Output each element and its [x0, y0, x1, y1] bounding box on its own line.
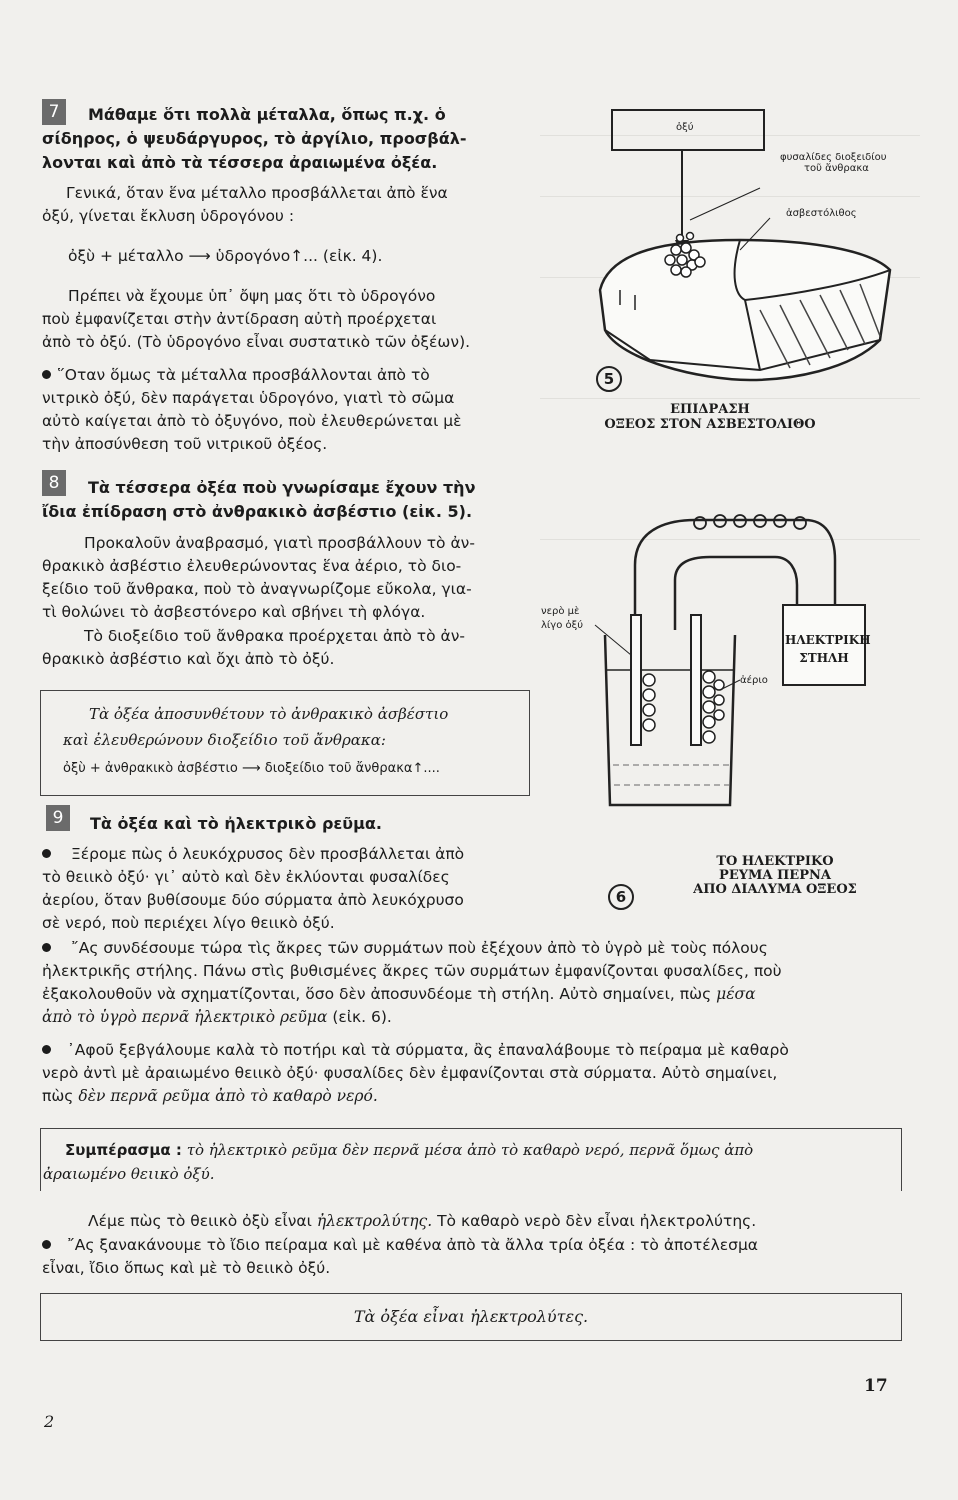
- conclusion-label: Συμπέρασμα :: [65, 1141, 182, 1159]
- label-line: λίγο ὀξύ: [541, 620, 583, 631]
- section-9-paragraph-3: [42, 1039, 902, 1108]
- text-line: Προκαλοῦν ἀναβρασμό, γιατὶ προσβάλλουν τὸ ἀν-: [84, 534, 475, 552]
- caption-line: ΕΠΙΔΡΑΣΗ: [670, 402, 750, 417]
- caption-line: ΡΕΥΜΑ ΠΕΡΝΑ: [719, 868, 831, 883]
- section-8-summary-box: [40, 690, 530, 796]
- text-line: νερὸ ἀντὶ μὲ ἀραιωμένο θειικὸ ὀξύ· φυσαλίδες δὲν ἐμφανίζονται στὰ σύρματα. Αὐτὸ σημαίνει,: [42, 1064, 778, 1082]
- conclusion-line: ἀραιωμένο θειικὸ ὀξύ.: [43, 1165, 215, 1183]
- final-statement-box: [40, 1293, 902, 1341]
- text-line: νιτρικὸ ὀξύ, δὲν παράγεται ὑδρογόνο, γιατὶ τὸ σῶμα: [42, 389, 455, 407]
- section-8-paragraph-1: [42, 532, 582, 624]
- text-line: Πρέπει νὰ ἔχουμε ὑπ᾽ ὄψη μας ὅτι τὸ ὑδρογόνο: [68, 287, 436, 305]
- text-line: Γενικά, ὅταν ἕνα μέταλλο προσβάλλεται ἀπὸ ἕνα: [66, 184, 448, 202]
- section-number-9: 9: [46, 805, 70, 831]
- text-line: [42, 937, 902, 960]
- section-9-conclusion-box: [40, 1128, 902, 1191]
- section-7-equation: ὀξὺ + μέταλλο ⟶ ὑδρογόνο↑... (εἰκ. 4).: [68, 247, 383, 265]
- caption-line: ΟΞΕΟΣ ΣΤΟΝ ΑΣΒΕΣΤΟΛΙΘΟ: [604, 417, 816, 432]
- section-7-title-line: Μάθαμε ὅτι πολλὰ μέταλλα, ὅπως π.χ. ὁ: [88, 105, 446, 124]
- section-7-title-line: σίδηρος, ὁ ψευδάργυρος, τὸ ἀργίλιο, προσβάλ-: [42, 129, 467, 148]
- label-line: ΗΛΕΚΤΡΙΚΗ: [785, 633, 871, 647]
- section-7-title-line: λονται καὶ ἀπὸ τὰ τέσσερα ἀραιωμένα ὀξέα.: [42, 153, 438, 172]
- bullet-icon: [42, 943, 51, 952]
- text-line: [42, 843, 582, 866]
- text-span: ῞Οταν ὅμως τὰ μέταλλα προσβάλλονται ἀπὸ τὸ: [57, 366, 430, 384]
- text-line: αὐτὸ καίγεται ἀπὸ τὸ ὀξυγόνο, ποὺ ἐλευθερώνεται μὲ: [42, 412, 462, 430]
- text-line: τὴν ἀποσύνθεση τοῦ νιτρικοῦ ὀξέος.: [42, 435, 328, 453]
- text-span: πὼς: [42, 1087, 74, 1105]
- text-line: ξείδιο τοῦ ἄνθρακα, ποὺ τὸ ἀναγνωρίζομε εὔκολα, για-: [42, 580, 472, 598]
- text-span: ῎Ας συνδέσουμε τώρα τὶς ἄκρες τῶν συρμάτων ποὺ ἐξέχουν ἀπὸ τὸ ὑγρὸ μὲ τοὺς πόλους: [71, 939, 768, 957]
- figure-6-label-water: [541, 605, 583, 633]
- bullet-icon: [42, 370, 51, 379]
- section-9-paragraph-4: [88, 1210, 908, 1233]
- text-line: ποὺ ἐμφανίζεται στὴν ἀντίδραση αὐτὴ προέρχεται: [42, 310, 437, 328]
- text-span: (εἰκ. 6).: [332, 1008, 392, 1026]
- bullet-icon: [42, 1240, 51, 1249]
- emphasis-span: μέσα: [716, 985, 756, 1003]
- label-line: τοῦ ἄνθρακα: [804, 163, 869, 174]
- figure-5-label-bubbles: [780, 152, 887, 174]
- figure-5-label-limestone: ἀσβεστόλιθος: [786, 208, 857, 219]
- section-8-title: [42, 476, 562, 524]
- label-line: φυσαλίδες διοξειδίου: [780, 152, 887, 163]
- section-8-title-line: Τὰ τέσσερα ὀξέα ποὺ γνωρίσαμε ἔχουν τὴν: [88, 478, 476, 497]
- figure-6: [535, 505, 905, 905]
- page-number: 17: [864, 1376, 888, 1396]
- emphasis-span: τὸ ἠλεκτρικὸ ρεῦμα δὲν περνᾶ μέσα ἀπὸ τὸ καθαρὸ νερό, περνᾶ ὅμως ἀπὸ: [186, 1141, 754, 1159]
- text-line: [42, 983, 902, 1006]
- text-line: [42, 364, 582, 387]
- text-line: ἠλεκτρικῆς στήλης. Πάνω στὶς βυθισμένες ἄκρες τῶν συρμάτων ἐμφανίζονται φυσαλίδες, ποὺ: [42, 962, 782, 980]
- emphasis-span: ἠλεκτρολύτης.: [316, 1212, 433, 1230]
- text-span: ᾽Αφοῦ ξεβγάλουμε καλὰ τὸ ποτήρι καὶ τὰ σύρματα, ἂς ἐπαναλάβουμε τὸ πείραμα μὲ καθαρὸ: [67, 1041, 789, 1059]
- section-7-paragraph-2: [42, 285, 572, 354]
- bullet-icon: [42, 849, 51, 858]
- text-line: ὀξύ, γίνεται ἔκλυση ὑδρογόνου :: [42, 207, 295, 225]
- figure-5: [590, 100, 910, 450]
- text-line: ἀερίου, ὅταν βυθίσουμε δύο σύρματα ἀπὸ λευκόχρυσο: [42, 891, 464, 909]
- section-9-paragraph-5: [42, 1234, 902, 1280]
- section-8-title-line: ἴδια ἐπίδραση στὸ ἀνθρακικὸ ἀσβέστιο (εἰκ. 5).: [42, 502, 473, 521]
- figure-6-caption: [655, 855, 895, 897]
- text-line: τὸ θειικὸ ὀξύ· γι᾽ αὐτὸ καὶ δὲν ἐκλύονται φυσαλίδες: [42, 868, 450, 886]
- final-statement: Τὰ ὀξέα εἶναι ἠλεκτρολύτες.: [353, 1307, 589, 1326]
- figure-5-caption: [590, 402, 830, 432]
- figure-5-number: 5: [596, 366, 622, 392]
- text-span: Λέμε πὼς τὸ θειικὸ ὀξὺ εἶναι: [88, 1212, 312, 1230]
- section-7-paragraph-1: [42, 182, 572, 228]
- text-line: εἶναι, ἴδιο ὅπως καὶ μὲ τὸ θειικὸ ὀξύ.: [42, 1259, 331, 1277]
- summary-line: Τὰ ὀξέα ἀποσυνθέτουν τὸ ἀνθρακικὸ ἀσβέστιο: [89, 705, 449, 723]
- summary-line: καὶ ἐλευθερώνουν διοξείδιο τοῦ ἄνθρακα:: [63, 731, 386, 749]
- text-span: Ξέρομε πὼς ὁ λευκόχρυσος δὲν προσβάλλεται ἀπὸ: [71, 845, 465, 863]
- text-span: ῎Ας ξανακάνουμε τὸ ἴδιο πείραμα καὶ μὲ καθένα ἀπὸ τὰ ἄλλα τρία ὀξέα : τὸ ἀποτέλεσμα: [67, 1236, 759, 1254]
- text-line: ἀπὸ τὸ ὀξύ. (Τὸ ὑδρογόνο εἶναι συστατικὸ τῶν ὀξέων).: [42, 333, 471, 351]
- emphasis-span: δὲν περνᾶ ρεῦμα ἀπὸ τὸ καθαρὸ νερό.: [78, 1087, 378, 1105]
- conclusion-line: [65, 1139, 753, 1162]
- figure-6-number: 6: [608, 884, 634, 910]
- summary-equation: ὀξὺ + ἀνθρακικὸ ἀσβέστιο ⟶ διοξείδιο τοῦ ἄνθρακα↑....: [63, 761, 440, 776]
- section-9-paragraph-1: [42, 843, 582, 935]
- figure-5-label-acid: ὀξύ: [676, 122, 694, 133]
- section-number-7: 7: [42, 99, 66, 125]
- caption-line: ΑΠΟ ΔΙΑΛΥΜΑ ΟΞΕΟΣ: [693, 882, 857, 897]
- section-number-8: 8: [42, 470, 66, 496]
- caption-line: ΤΟ ΗΛΕΚΤΡΙΚΟ: [716, 854, 834, 869]
- text-line: θρακικὸ ἀσβέστιο ἐλευθερώνοντας ἕνα ἀέριο, τὸ διο-: [42, 557, 462, 575]
- text-span: Τὸ καθαρὸ νερὸ δὲν εἶναι ἠλεκτρολύτης.: [437, 1212, 757, 1230]
- label-line: νερὸ μὲ: [541, 606, 580, 617]
- text-line: σὲ νερό, ποὺ περιέχει λίγο θειικὸ ὀξύ.: [42, 914, 335, 932]
- text-line: Τὸ διοξείδιο τοῦ ἄνθρακα προέρχεται ἀπὸ τὸ ἀν-: [84, 627, 465, 645]
- text-line: θρακικὸ ἀσβέστιο καὶ ὄχι ἀπὸ τὸ ὀξύ.: [42, 650, 335, 668]
- text-line: [42, 1039, 902, 1062]
- text-line: [42, 1006, 902, 1029]
- section-7-paragraph-3: [42, 364, 582, 456]
- text-line: τὶ θολώνει τὸ ἀσβεστόνερο καὶ σβήνει τὴ φλόγα.: [42, 603, 426, 621]
- battery-label: [785, 631, 871, 667]
- section-9-title: Τὰ ὀξέα καὶ τὸ ἠλεκτρικὸ ρεῦμα.: [90, 814, 382, 833]
- text-line: [42, 1234, 902, 1257]
- text-line: [42, 1085, 902, 1108]
- figure-6-label-gas: ἀέριο: [740, 675, 768, 686]
- label-line: ΣΤΗΛΗ: [799, 651, 849, 665]
- text-span: ἐξακολουθοῦν νὰ σχηματίζονται, ὅσο δὲν ἀποσυνδέομε τὴ στήλη. Αὐτὸ σημαίνει, πὼς: [42, 985, 712, 1003]
- section-9-paragraph-2: [42, 937, 902, 1029]
- section-8-paragraph-2: [42, 625, 582, 671]
- emphasis-span: ἀπὸ τὸ ὑγρὸ περνᾶ ἠλεκτρικὸ ρεῦμα: [42, 1008, 328, 1026]
- bullet-icon: [42, 1045, 51, 1054]
- section-7-title: [42, 103, 562, 175]
- printer-mark: 2: [44, 1412, 55, 1431]
